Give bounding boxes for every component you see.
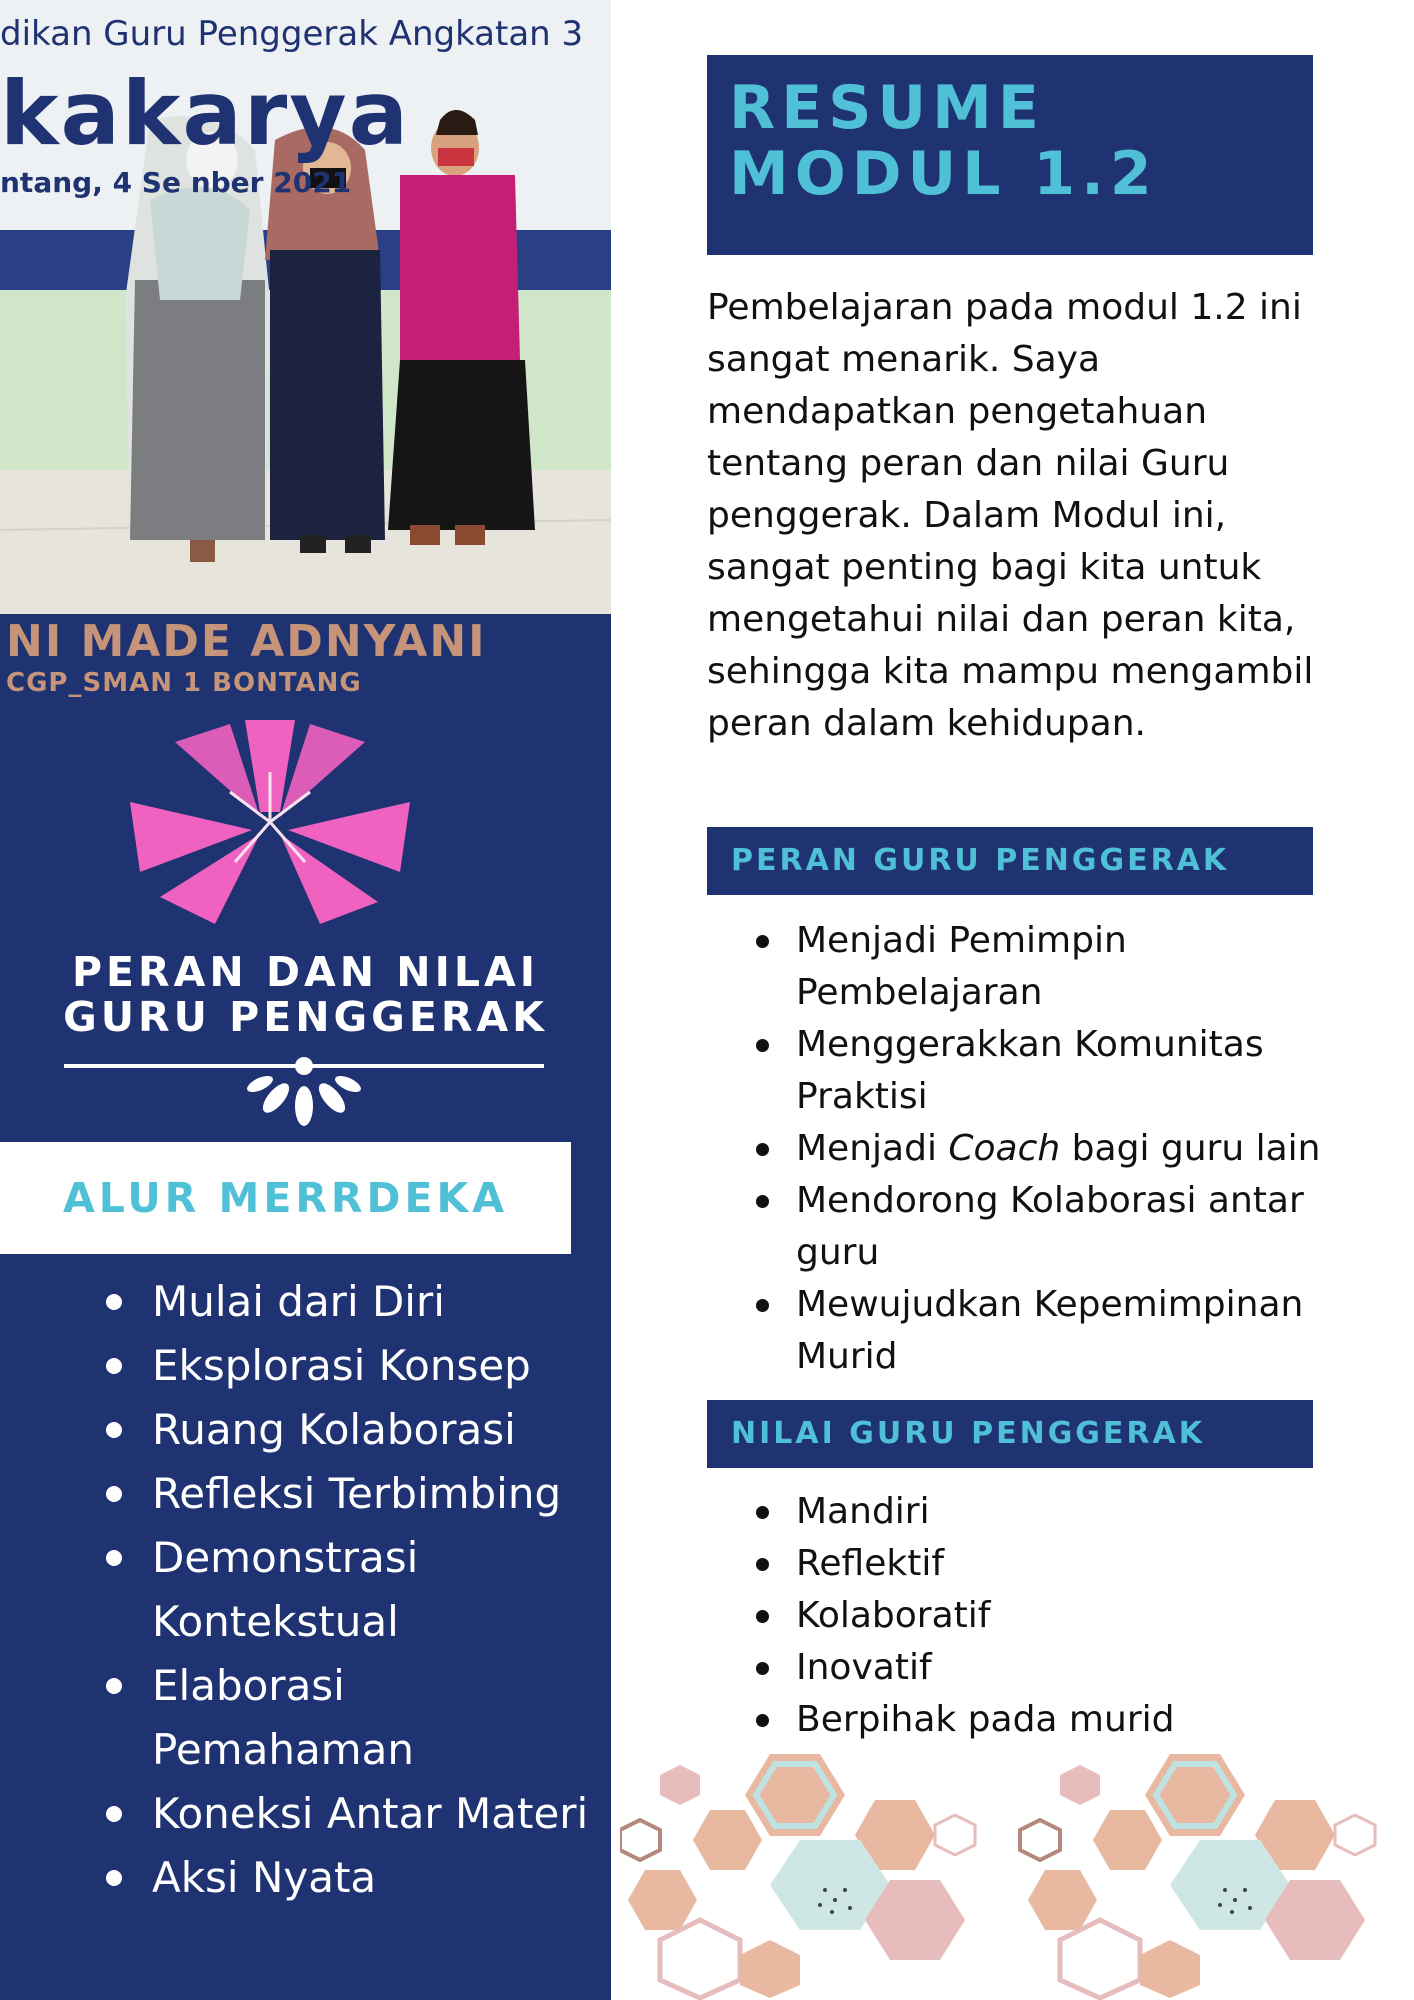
- bullet-icon: [756, 935, 769, 948]
- list-item: Mendorong Kolaborasi antar guru: [752, 1175, 1332, 1279]
- bullet-icon: [106, 1422, 122, 1438]
- peran-list: [752, 915, 1332, 1383]
- bullet-icon: [756, 1662, 769, 1675]
- bullet-icon: [756, 1195, 769, 1208]
- resume-title: [729, 75, 1309, 207]
- list-item: Menggerakkan Komunitas Praktisi: [752, 1019, 1332, 1123]
- list-item: Kolaboratif: [752, 1590, 1332, 1642]
- nilai-title: NILAI GURU PENGGERAK: [731, 1416, 1205, 1451]
- hexagon-decoration-icon: [620, 1740, 1410, 2000]
- list-item: Aksi Nyata: [100, 1846, 600, 1910]
- author-school: CGP_SMAN 1 BONTANG: [6, 668, 362, 698]
- bullet-icon: [756, 1299, 769, 1312]
- coach-emphasis: Coach: [948, 1128, 1061, 1169]
- nilai-header-bar: [707, 1400, 1313, 1468]
- group-photo: [0, 0, 611, 614]
- alur-title: ALUR MERRDEKA: [62, 1174, 509, 1222]
- peran-header-bar: [707, 827, 1313, 895]
- bullet-icon: [756, 1039, 769, 1052]
- author-name: NI MADE ADNYANI: [6, 616, 487, 667]
- topic-title: [0, 950, 611, 1040]
- resume-header-box: [707, 55, 1313, 255]
- list-item: Ruang Kolaborasi: [100, 1398, 600, 1462]
- list-item: Reflektif: [752, 1538, 1332, 1590]
- list-item: Menjadi Pemimpin Pembelajaran: [752, 915, 1332, 1019]
- intro-paragraph: Pembelajaran pada modul 1.2 ini sangat menarik. Saya mendapatkan pengetahuan tentang peran dan nilai Guru penggerak. Dalam Modul ini, sangat penting bagi kita untuk mengetahui nilai dan peran kita, sehingga kita mampu mengambil peran dalam kehidupan.: [707, 287, 1314, 744]
- banner-text-line1: dikan Guru Penggerak Angkatan 3: [0, 14, 584, 54]
- list-item: Demonstrasi Kontekstual: [100, 1526, 600, 1654]
- list-item: Refleksi Terbimbing: [100, 1462, 600, 1526]
- banner-text-line3: ntang, 4 Se nber 2021: [0, 166, 352, 199]
- resume-title-line1: RESUME: [729, 73, 1045, 143]
- list-item: Berpihak pada murid: [752, 1694, 1332, 1746]
- list-item: Mulai dari Diri: [100, 1270, 600, 1334]
- topic-title-line1: PERAN DAN NILAI: [72, 948, 539, 996]
- flower-icon: [120, 712, 420, 932]
- bullet-icon: [756, 1143, 769, 1156]
- bullet-icon: [106, 1678, 122, 1694]
- alur-header-box: [0, 1142, 571, 1254]
- bullet-icon: [106, 1806, 122, 1822]
- bullet-icon: [756, 1610, 769, 1623]
- bullet-icon: [756, 1558, 769, 1571]
- bullet-icon: [106, 1358, 122, 1374]
- banner-text-line2: kakarya: [0, 62, 410, 165]
- bullet-icon: [756, 1506, 769, 1519]
- list-item: Mewujudkan Kepemimpinan Murid: [752, 1279, 1332, 1383]
- bullet-icon: [756, 1714, 769, 1727]
- nilai-list: [752, 1486, 1332, 1746]
- bullet-icon: [106, 1294, 122, 1310]
- person-right: [388, 110, 535, 545]
- left-panel: [0, 0, 611, 2000]
- resume-title-line2: MODUL 1.2: [729, 139, 1158, 209]
- divider-ornament-icon: [64, 1054, 544, 1134]
- hexagon-cluster-right: [1020, 1754, 1375, 1998]
- bullet-icon: [106, 1486, 122, 1502]
- list-item: Eksplorasi Konsep: [100, 1334, 600, 1398]
- alur-list: [100, 1270, 600, 1910]
- bullet-icon: [106, 1550, 122, 1566]
- list-item: Elaborasi Pemahaman: [100, 1654, 600, 1782]
- hexagon-cluster-left: [620, 1754, 975, 1998]
- list-item: Menjadi Coach bagi guru lain: [752, 1123, 1332, 1175]
- topic-title-line2: GURU PENGGERAK: [63, 993, 548, 1041]
- list-item: Koneksi Antar Materi: [100, 1782, 600, 1846]
- list-item: Mandiri: [752, 1486, 1332, 1538]
- list-item: Inovatif: [752, 1642, 1332, 1694]
- peran-title: PERAN GURU PENGGERAK: [731, 843, 1230, 878]
- bullet-icon: [106, 1870, 122, 1886]
